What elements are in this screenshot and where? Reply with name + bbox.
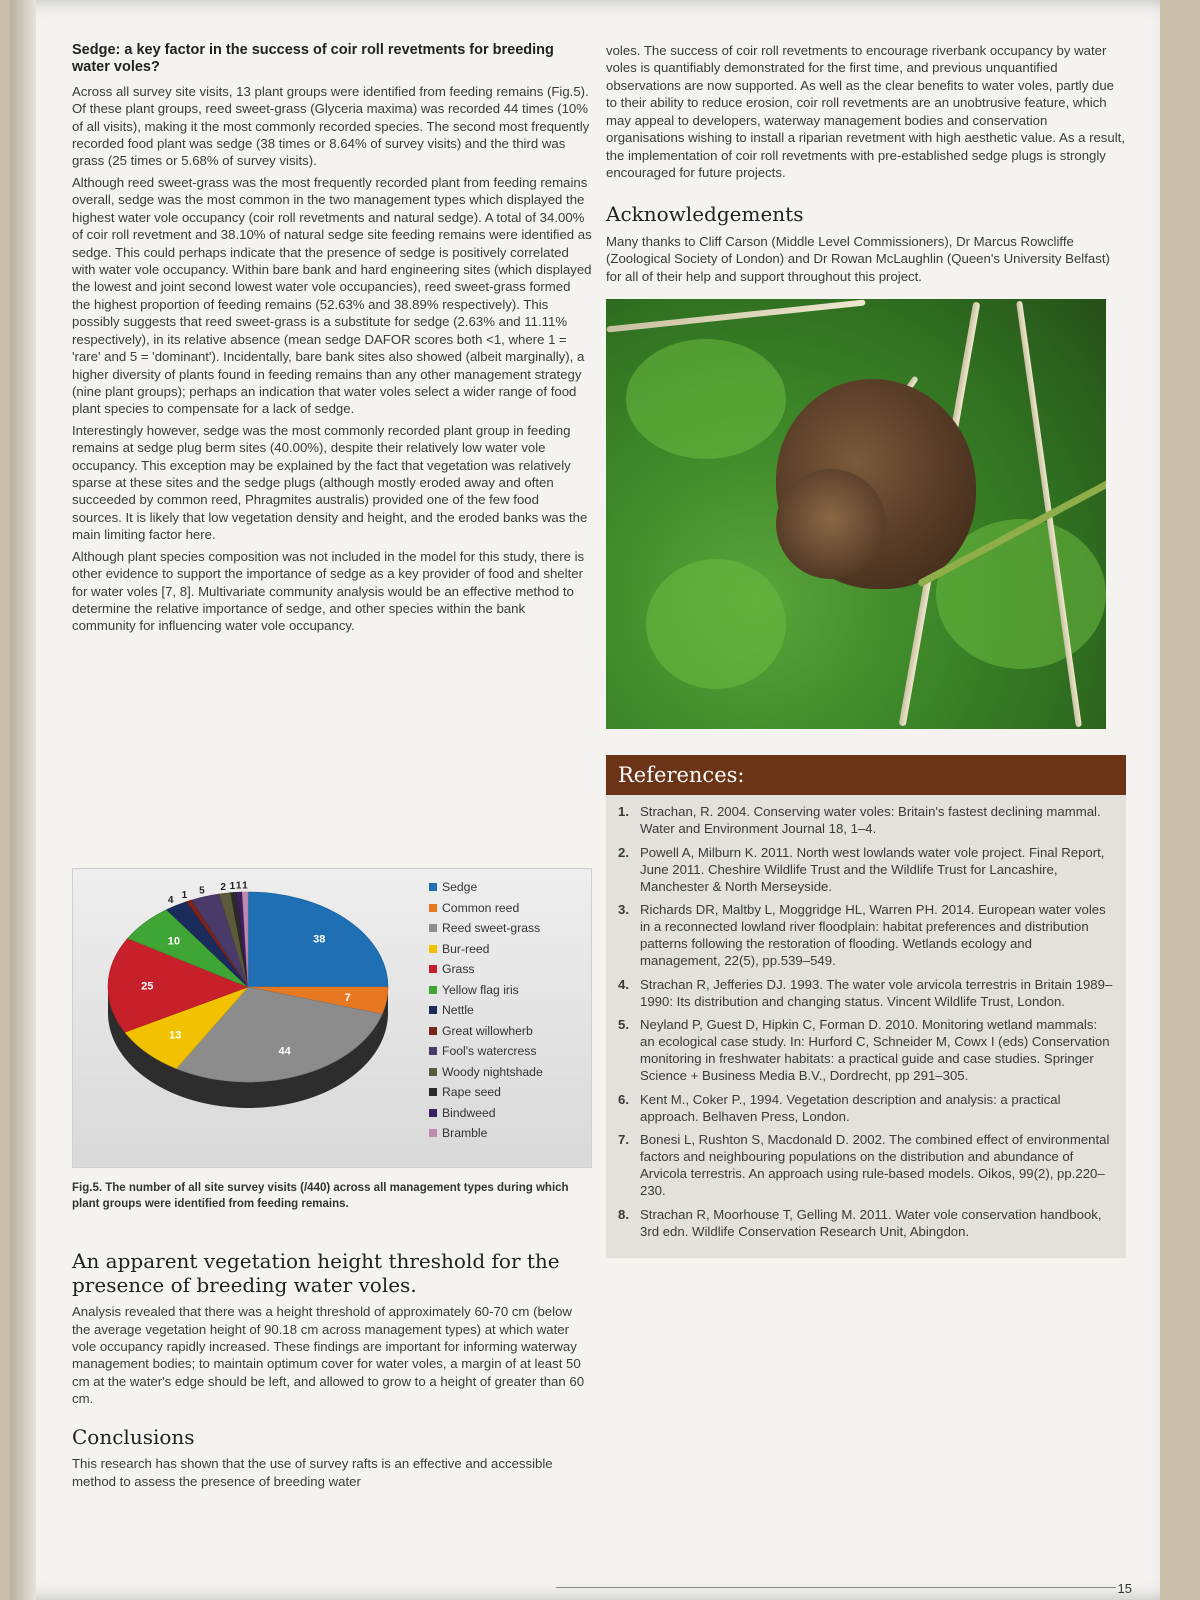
reference-text: Neyland P, Guest D, Hipkin C, Forman D. 2010. Monitoring wetland mammals: an ecological case study. In: Hurford C, Schneider M, Cowx I (eds) Conservation monitoring in freshwater habitats: a practical guide and case studies. Springer Science + Business Media B.V., Dordrecht, pp 291–305.	[640, 1016, 1110, 1084]
pie-data-label: 5	[199, 885, 205, 897]
legend-swatch	[429, 1006, 437, 1014]
reference-number: 3.	[618, 902, 629, 918]
legend-swatch	[429, 1129, 437, 1137]
threshold-paragraph: Analysis revealed that there was a height threshold of approximately 60-70 cm (below the average vegetation height of 90.18 cm across management types) at which water vole occupancy rapidly increased. These findings are important for informing waterway management bodies; to maintain optimum cover for water voles, a margin of at least 50 cm at the water's edge should be left, and allowed to grow to a height of greater than 60 cm.	[72, 1304, 585, 1407]
references-box	[606, 795, 1126, 1258]
footer-rule	[556, 1587, 1116, 1588]
conclusions-paragraph: This research has shown that the use of survey rafts is an effective and accessible method to assess the presence of breeding water	[72, 1456, 553, 1489]
legend-label: Rape seed	[442, 1085, 501, 1100]
legend-swatch	[429, 1068, 437, 1076]
pie-data-label: 38	[313, 933, 326, 946]
legend-label: Woody nightshade	[442, 1064, 543, 1079]
pie-data-label: 10	[167, 935, 180, 948]
pie-data-label: 1	[235, 880, 242, 892]
legend-entry	[429, 1103, 543, 1124]
legend-entry	[429, 918, 543, 939]
legend-entry	[429, 959, 543, 980]
reference-number: 5.	[618, 1016, 629, 1032]
reference-item	[618, 803, 1114, 837]
reference-text: Strachan R, Moorhouse T, Gelling M. 2011. Water vole conservation handbook, 3rd edn. Wildlife Conservation Research Unit, Abingdon.	[640, 1206, 1102, 1239]
pie-data-label: 2	[220, 881, 226, 893]
reference-text: Powell A, Milburn K. 2011. North west lowlands water vole project. Final Report, June 2011. Cheshire Wildlife Trust and the Wildlife Trust for Lancashire, Manchester & North Merseyside.	[640, 844, 1105, 894]
acknowledgements-heading: Acknowledgements	[606, 202, 804, 227]
legend-entry	[429, 939, 543, 960]
legend-label: Sedge	[442, 880, 478, 895]
reference-number: 7.	[618, 1131, 629, 1147]
reference-item	[618, 1091, 1114, 1125]
fig5-pie-chart	[72, 868, 592, 1168]
reference-item	[618, 976, 1114, 1010]
legend-label: Bur-reed	[442, 941, 490, 956]
reference-item	[618, 1131, 1114, 1200]
page-spine-shadow	[10, 0, 36, 1600]
chart-legend	[429, 877, 543, 1144]
pie-data-label: 25	[141, 980, 154, 993]
legend-label: Common reed	[442, 900, 520, 915]
page-number: 15	[1117, 1581, 1132, 1596]
legend-entry	[429, 1041, 543, 1062]
reference-text: Richards DR, Maltby L, Moggridge HL, Warren PH. 2014. European water voles in a reconnected lowland river floodplain: habitat preferences and distribution patterns following the restoration of flooding. Wetlands ecology and management, 22(5), pp.539–549.	[640, 902, 1106, 969]
left-column	[72, 42, 592, 639]
legend-swatch	[429, 924, 437, 932]
legend-swatch	[429, 986, 437, 994]
paragraph-4: Although plant species composition was not included in the model for this study, there is other evidence to support the importance of sedge as a key provider of food and shelter for water voles [7, 8]. Multivariate community analysis would be an effective method to determine the relative importance of sedge, and other species within the bank community for influencing water vole occupancy.	[72, 548, 585, 634]
reference-number: 6.	[618, 1091, 629, 1107]
water-vole-head	[776, 469, 886, 579]
reed-stem	[606, 300, 865, 333]
legend-entry	[429, 1021, 543, 1042]
legend-label: Bindweed	[442, 1105, 496, 1120]
pie-data-label: 4	[167, 894, 174, 906]
legend-label: Yellow flag iris	[442, 982, 519, 997]
conclusions-heading: Conclusions	[72, 1424, 195, 1449]
pie-data-label: 1	[181, 889, 188, 901]
reference-number: 8.	[618, 1206, 629, 1222]
references-header: References:	[606, 755, 1126, 795]
legend-swatch	[429, 1047, 437, 1055]
reference-text: Bonesi L, Rushton S, Macdonald D. 2002. The combined effect of environmental factors and neighbouring populations on the distribution and abundance of Arvicola terrestris. An approach using rule-based models. Oikos, 99(2), pp.220–230.	[640, 1131, 1110, 1199]
reference-item	[618, 901, 1114, 970]
reference-text: Kent M., Coker P., 1994. Vegetation description and analysis: a practical approach. Belhaven Press, London.	[640, 1091, 1061, 1124]
legend-swatch	[429, 945, 437, 953]
pie-data-label: 44	[278, 1045, 291, 1058]
figure-caption: Fig.5. The number of all site survey visits (/440) across all management types during which plant groups were identified from feeding remains.	[72, 1182, 569, 1211]
legend-entry	[429, 1000, 543, 1021]
moss-patch	[626, 339, 786, 459]
document-page	[10, 0, 1160, 1600]
legend-label: Great willowherb	[442, 1023, 533, 1038]
pie-data-label: 1	[229, 880, 236, 892]
paragraph-2: Although reed sweet-grass was the most frequently recorded plant from feeding remains overall, sedge was the most common in the two management types which displayed the highest water vole occupancy (coir roll revetments and natural sedge). A total of 34.00% of coir roll revetment and 38.10% of natural sedge site feeding remains were identified as sedge. This could perhaps indicate that the presence of sedge is positively correlated with water vole occupancy. Within bare bank and hard engineering sites (which displayed the lowest and joint second lowest water vole occupancies), reed sweet-grass formed the highest proportion of feeding remains (52.63% and 38.89% respectively). This possibly suggests that reed sweet-grass is a substitute for sedge (2.63% and 11.11% respectively), in its relative absence (mean sedge DAFOR scores both <1, where 1 = 'rare' and 5 = 'dominant'). Incidentally, bare bank sites also showed (albeit marginally), a higher diversity of plants found in feeding remains than any other management strategy (nine plant groups); perhaps an indication that water voles select a wider range of food plant species to compensate for a lack of sedge.	[72, 174, 592, 417]
legend-swatch	[429, 883, 437, 891]
legend-swatch	[429, 904, 437, 912]
legend-entry	[429, 1082, 543, 1103]
legend-label: Bramble	[442, 1126, 488, 1141]
legend-entry	[429, 980, 543, 1001]
legend-entry	[429, 1123, 543, 1144]
legend-entry	[429, 877, 543, 898]
legend-swatch	[429, 965, 437, 973]
water-vole-photo	[606, 299, 1106, 729]
reference-item	[618, 1016, 1114, 1085]
moss-patch	[646, 559, 786, 689]
sedge-heading: Sedge: a key factor in the success of coir roll revetments for breeding water voles?	[72, 42, 554, 76]
legend-label: Fool's watercress	[442, 1044, 537, 1059]
pie-data-label: 13	[169, 1029, 182, 1042]
legend-swatch	[429, 1027, 437, 1035]
paragraph-1: Across all survey site visits, 13 plant groups were identified from feeding remains (Fig.5). Of these plant groups, reed sweet-grass (Glyceria maxima) was recorded 44 times (10% of all visits), making it the most commonly recorded species. The second most frequently recorded food plant was sedge (38 times or 8.64% of survey visits) and the third was grass (25 times or 5.68% of survey visits).	[72, 83, 590, 169]
reference-number: 1.	[618, 804, 629, 820]
legend-label: Nettle	[442, 1003, 474, 1018]
continued-paragraph: voles. The success of coir roll revetments to encourage riverbank occupancy by water voles is quantifiably demonstrated for the first time, and previous unquantified observations are now supported. As well as the clear benefits to water voles, partly due to their ability to reduce erosion, coir roll revetments are an unobtrusive feature, which may appeal to developers, waterway management bodies and conservation organisations wishing to install a riparian revetment with high aesthetic value. As a result, the implementation of coir roll revetments with pre-established sedge plugs is strongly encouraged for future projects.	[606, 43, 1125, 180]
legend-swatch	[429, 1088, 437, 1096]
reference-number: 2.	[618, 844, 629, 860]
threshold-heading: An apparent vegetation height threshold for the presence of breeding water voles.	[72, 1249, 560, 1297]
references-list	[618, 803, 1114, 1240]
reference-number: 4.	[618, 976, 629, 992]
legend-entry	[429, 898, 543, 919]
pie-svg	[73, 869, 423, 1167]
legend-entry	[429, 1062, 543, 1083]
right-column	[606, 42, 1126, 1258]
legend-label: Reed sweet-grass	[442, 921, 541, 936]
paragraph-3: Interestingly however, sedge was the most commonly recorded plant group in feeding remains at sedge plug berm sites (40.00%), despite their relatively low water vole occupancy. This exception may be explained by the fact that vegetation was relatively sparse at these sites and the sedge plugs (although mostly eroded away and often succeeded by common reed, Phragmites australis) provided one of the few food sources. It is likely that low vegetation density and height, and the eroded banks was the main limiting factor here.	[72, 422, 588, 543]
legend-label: Grass	[442, 962, 475, 977]
pie-data-label: 1	[242, 880, 248, 892]
reference-item	[618, 844, 1114, 895]
reference-text: Strachan, R. 2004. Conserving water voles: Britain's fastest declining mammal. Water and Environment Journal 18, 1–4.	[640, 804, 1101, 837]
acknowledgements-paragraph: Many thanks to Cliff Carson (Middle Level Commissioners), Dr Marcus Rowcliffe (Zoological Society of London) and Dr Rowan McLaughlin (Queen's University Belfast) for all of their help and support throughout this project.	[606, 233, 1110, 284]
pie-data-label: 7	[344, 991, 351, 1004]
reference-text: Strachan R, Jefferies DJ. 1993. The water vole arvicola terrestris in Britain 1989–1990: Its distribution and changing status. Vincent Wildlife Trust, London.	[640, 976, 1113, 1009]
legend-swatch	[429, 1109, 437, 1117]
reference-item	[618, 1206, 1114, 1240]
left-column-lower	[72, 1250, 592, 1494]
